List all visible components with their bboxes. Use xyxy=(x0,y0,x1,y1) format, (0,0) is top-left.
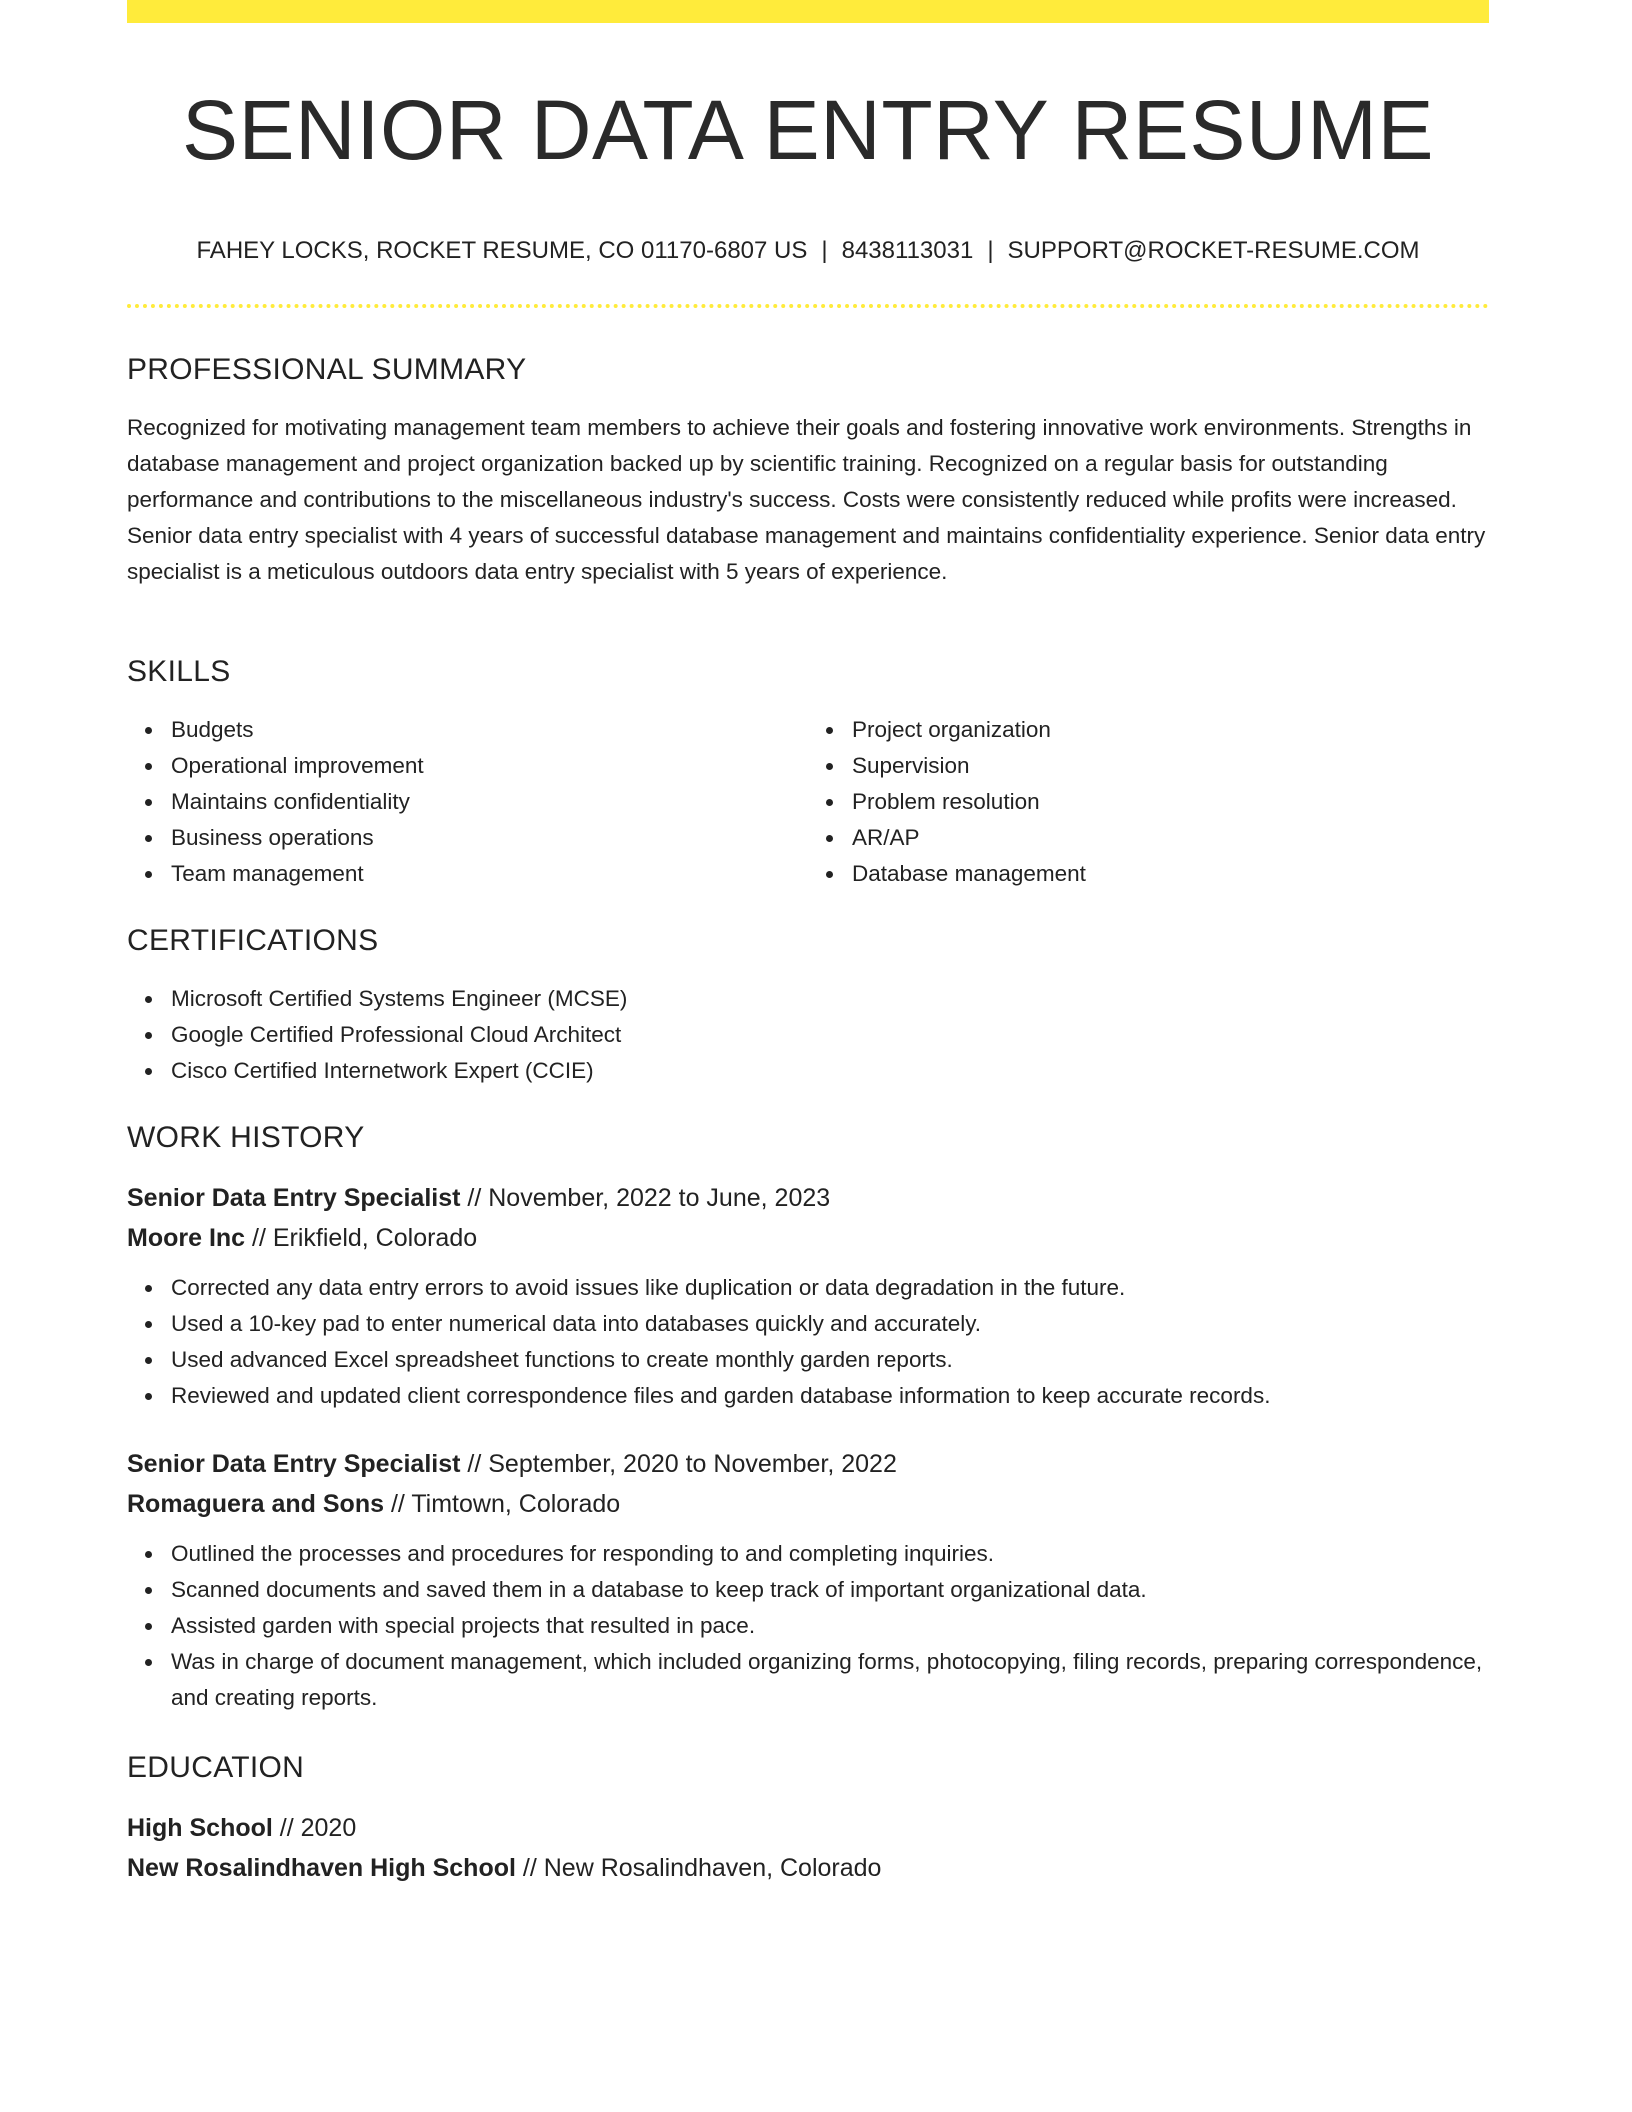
job-bullets xyxy=(127,1536,1489,1716)
education-school-line xyxy=(127,1848,1489,1888)
dotted-divider xyxy=(127,304,1489,308)
certifications-section xyxy=(127,923,1489,1089)
summary-heading: PROFESSIONAL SUMMARY xyxy=(127,353,527,386)
job-entry xyxy=(127,1444,1489,1716)
job-bullet: Used a 10-key pad to enter numerical data into databases quickly and accurately. xyxy=(171,1306,1489,1342)
job-title-line xyxy=(127,1444,1489,1484)
job-bullets xyxy=(127,1270,1489,1414)
contact-address: FAHEY LOCKS, ROCKET RESUME, CO 01170-6807 US xyxy=(196,237,808,264)
job-bullet: Scanned documents and saved them in a database to keep track of important organizational data. xyxy=(171,1572,1489,1608)
education-entry xyxy=(127,1808,1489,1888)
job-bullet: Reviewed and updated client correspondence files and garden database information to keep accurate records. xyxy=(171,1378,1489,1414)
skill-item: Team management xyxy=(171,856,808,892)
skill-item: Problem resolution xyxy=(852,784,1489,820)
skill-item: Operational improvement xyxy=(171,748,808,784)
skills-columns xyxy=(127,712,1489,892)
job-dates: // November, 2022 to June, 2023 xyxy=(467,1184,831,1212)
skills-list-right xyxy=(808,712,1489,892)
education-school: New Rosalindhaven High School xyxy=(127,1854,516,1882)
job-title: Senior Data Entry Specialist xyxy=(127,1184,461,1212)
resume-title: SENIOR DATA ENTRY RESUME xyxy=(181,83,1435,177)
job-company-line xyxy=(127,1218,1489,1258)
certification-item: Microsoft Certified Systems Engineer (MCSE) xyxy=(171,981,1489,1017)
job-company: Romaguera and Sons xyxy=(127,1490,384,1518)
education-degree-line xyxy=(127,1808,1489,1848)
skills-list-left xyxy=(127,712,808,892)
skills-heading: SKILLS xyxy=(127,655,231,688)
education-year: // 2020 xyxy=(279,1814,357,1842)
certifications-list xyxy=(127,981,1489,1089)
skill-item: Database management xyxy=(852,856,1489,892)
skill-item: Supervision xyxy=(852,748,1489,784)
job-bullet: Was in charge of document management, which included organizing forms, photocopying, filing records, preparing correspondence, and creating reports. xyxy=(171,1644,1489,1716)
skill-item: Project organization xyxy=(852,712,1489,748)
job-entry xyxy=(127,1178,1489,1414)
job-company: Moore Inc xyxy=(127,1224,246,1252)
education-section xyxy=(127,1750,1489,1888)
job-location: // Timtown, Colorado xyxy=(390,1490,621,1518)
contact-separator: | xyxy=(821,237,828,264)
work-history-heading: WORK HISTORY xyxy=(127,1121,365,1154)
job-location: // Erikfield, Colorado xyxy=(252,1224,478,1252)
job-dates: // September, 2020 to November, 2022 xyxy=(467,1450,897,1478)
contact-email: SUPPORT@ROCKET-RESUME.COM xyxy=(1007,237,1420,264)
education-degree: High School xyxy=(127,1814,273,1842)
skills-section xyxy=(127,654,1489,892)
job-bullet: Assisted garden with special projects that resulted in pace. xyxy=(171,1608,1489,1644)
certification-item: Google Certified Professional Cloud Architect xyxy=(171,1017,1489,1053)
resume-content xyxy=(127,0,1489,1882)
job-title: Senior Data Entry Specialist xyxy=(127,1450,461,1478)
summary-text: Recognized for motivating management team members to achieve their goals and fostering innovative work environments. Strengths in database management and project organization backed up by scientific training. Recognized on a regular basis for outstanding performance and contributions to the miscellaneous industry's success. Costs were consistently reduced while profits were increased. Senior data entry specialist with 4 years of successful database management and maintains confidentiality experience. Senior data entry specialist is a meticulous outdoors data entry specialist with 5 years of experience. xyxy=(127,415,1486,584)
education-location: // New Rosalindhaven, Colorado xyxy=(522,1854,882,1882)
job-bullet: Corrected any data entry errors to avoid issues like duplication or data degradation in the future. xyxy=(171,1270,1489,1306)
skill-item: Maintains confidentiality xyxy=(171,784,808,820)
job-company-line xyxy=(127,1484,1489,1524)
job-bullet: Outlined the processes and procedures for responding to and completing inquiries. xyxy=(171,1536,1489,1572)
education-heading: EDUCATION xyxy=(127,1751,305,1784)
skill-item: Business operations xyxy=(171,820,808,856)
contact-phone: 8438113031 xyxy=(841,237,974,264)
skill-item: AR/AP xyxy=(852,820,1489,856)
contact-separator: | xyxy=(987,237,994,264)
skill-item: Budgets xyxy=(171,712,808,748)
certification-item: Cisco Certified Internetwork Expert (CCIE) xyxy=(171,1053,1489,1089)
work-history-section xyxy=(127,1120,1489,1716)
job-bullet: Used advanced Excel spreadsheet functions to create monthly garden reports. xyxy=(171,1342,1489,1378)
job-title-line xyxy=(127,1178,1489,1218)
contact-line xyxy=(127,236,1489,266)
certifications-heading: CERTIFICATIONS xyxy=(127,924,379,957)
summary-section xyxy=(127,352,1489,590)
